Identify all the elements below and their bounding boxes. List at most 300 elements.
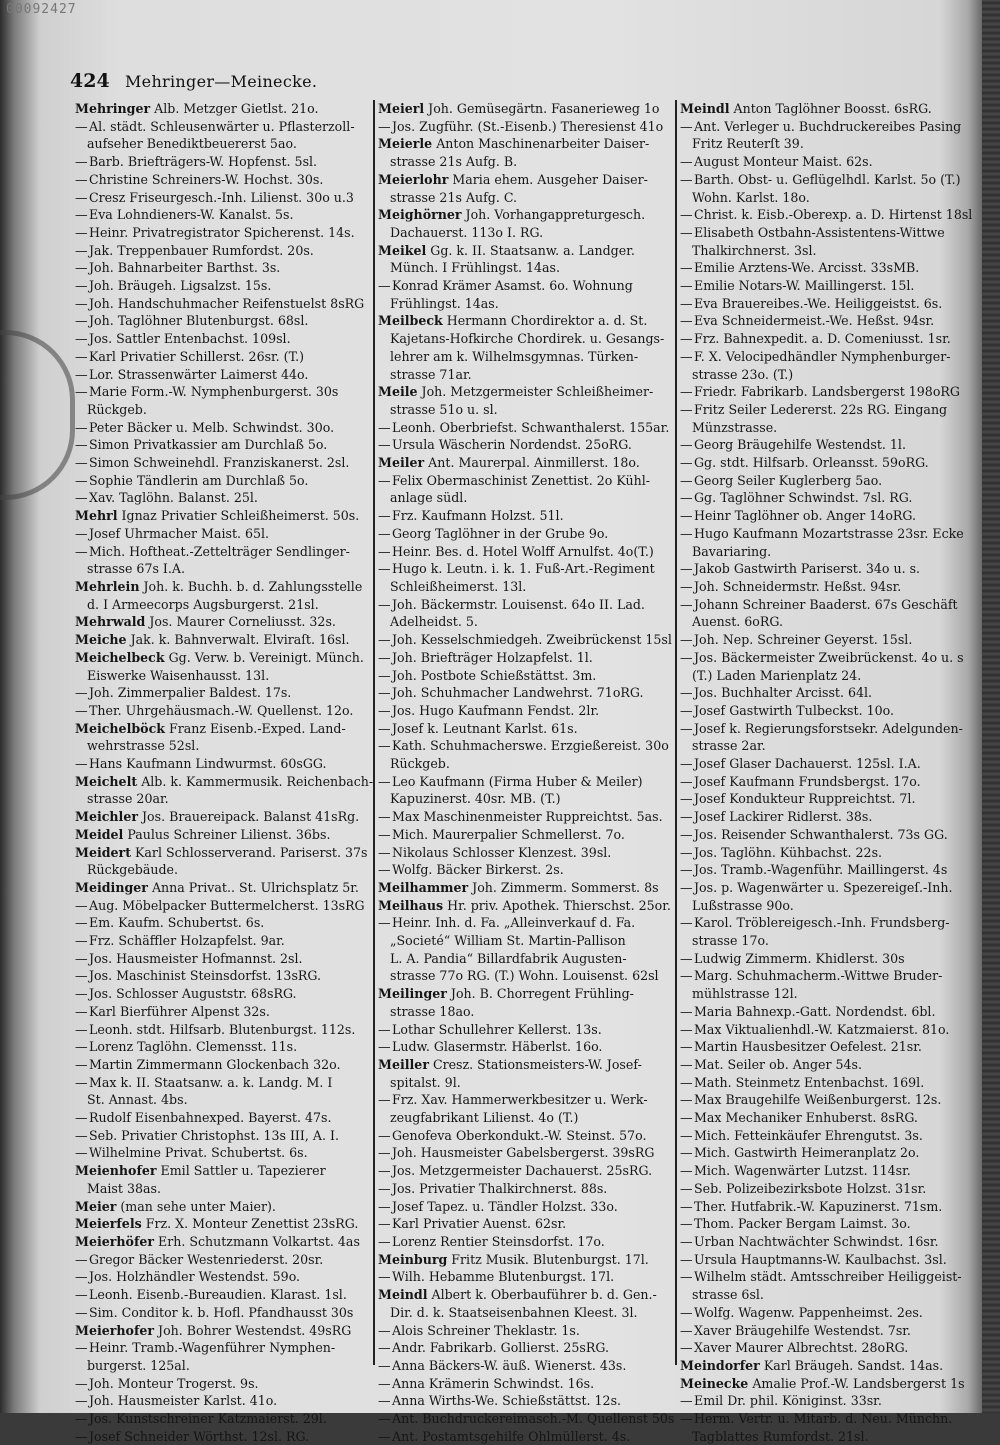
entry-text: Sim. Conditor k. b. Hofl. Pfandhausst 30s bbox=[89, 1304, 354, 1320]
surname-heading: Meiche bbox=[75, 632, 127, 648]
ditto-dash: — bbox=[680, 348, 693, 364]
entry-line bbox=[75, 720, 375, 738]
entry-line bbox=[378, 879, 674, 897]
sub-entry-line bbox=[378, 525, 674, 543]
entry-line bbox=[75, 631, 375, 649]
sub-entry-line bbox=[75, 1428, 375, 1445]
surname-heading: Meindorfer bbox=[680, 1357, 760, 1373]
ditto-dash: — bbox=[378, 419, 391, 435]
sub-entry-line bbox=[378, 277, 674, 295]
entry-text: Jos. Bäckermeister Zweibrückenst. 4o u. s bbox=[694, 649, 964, 665]
entry-text: Ignaz Privatier Schleißheimerst. 50s. bbox=[121, 508, 360, 524]
ditto-dash: — bbox=[680, 1198, 693, 1214]
sub-entry-line bbox=[378, 436, 674, 454]
sub-entry-line bbox=[680, 1056, 965, 1074]
sub-entry-line bbox=[75, 153, 375, 171]
sub-entry-line bbox=[680, 224, 965, 242]
sub-entry-line bbox=[75, 1251, 375, 1269]
entry-text: Kath. Schuhmacherswe. Erzgießereist. 30o bbox=[392, 738, 669, 754]
ditto-dash: — bbox=[75, 189, 88, 205]
surname-heading: Meienhofer bbox=[75, 1163, 157, 1179]
entry-text: Paulus Schreiner Lilienst. 36bs. bbox=[127, 826, 331, 842]
sub-entry-line bbox=[378, 1180, 674, 1198]
entry-text: Georg Seiler Kuglerberg 5ao. bbox=[694, 472, 883, 488]
ditto-dash: — bbox=[680, 685, 693, 701]
sub-entry-line bbox=[378, 667, 674, 685]
ditto-dash: — bbox=[75, 702, 88, 718]
ditto-dash: — bbox=[378, 1145, 391, 1161]
ditto-dash: — bbox=[378, 278, 391, 294]
entry-text: Em. Kaufm. Schubertst. 6s. bbox=[89, 915, 265, 931]
sub-entry-line bbox=[680, 950, 965, 968]
sub-entry-line bbox=[378, 808, 674, 826]
ditto-dash: — bbox=[75, 384, 88, 400]
entry-text: Friedr. Fabrikarb. Landsbergerst 198oRG bbox=[694, 384, 960, 400]
entry-text: Jos. p. Wagenwärter u. Spezereigeſ.-Inh. bbox=[694, 879, 953, 895]
entry-text: Josef Kaufmann Frundsbergst. 17o. bbox=[694, 773, 921, 789]
entry-line bbox=[378, 171, 674, 189]
entry-text: Jos. Privatier Thalkirchnerst. 88s. bbox=[392, 1180, 608, 1196]
sub-entry-line bbox=[75, 1410, 375, 1428]
entry-text: Karl Privatier Schillerst. 26sr. (T.) bbox=[89, 348, 305, 364]
sub-entry-line bbox=[75, 1038, 375, 1056]
continuation-line: Kajetans-Hofkirche Chordirek. u. Gesangs- bbox=[390, 331, 665, 347]
ditto-dash: — bbox=[680, 1216, 693, 1232]
entry-text: Emilie Arztens-We. Arcisst. 33sMB. bbox=[694, 260, 920, 276]
sub-entry-line bbox=[378, 631, 674, 649]
entry-text: Joh. Bohrer Westendst. 49sRG bbox=[158, 1322, 352, 1338]
ditto-dash: — bbox=[378, 649, 391, 665]
entry-text: Ant. Postamtsgehilfe Ohlmüllerst. 4s. bbox=[392, 1428, 631, 1444]
entry-text: Joh. Bräugeh. Ligsalzst. 15s. bbox=[89, 278, 272, 294]
sub-entry-line bbox=[75, 950, 375, 968]
entry-text: Andr. Fabrikarb. Gollierst. 25sRG. bbox=[392, 1340, 609, 1356]
continuation-line: strasse 6sl. bbox=[692, 1287, 764, 1303]
entry-text: Jos. Schlosser Auguststr. 68sRG. bbox=[89, 986, 297, 1002]
continuation-line: strasse 2ar. bbox=[692, 738, 766, 754]
sub-entry-line bbox=[378, 560, 674, 578]
entry-text: Aug. Möbelpacker Buttermelcherst. 13sRG bbox=[89, 897, 365, 913]
sub-entry-line bbox=[378, 1339, 674, 1357]
continuation-line: zeugfabrikant Lilienst. 4o (T.) bbox=[390, 1110, 579, 1126]
surname-heading: Meidert bbox=[75, 844, 132, 860]
ditto-dash: — bbox=[378, 667, 391, 683]
sub-entry-line bbox=[680, 1410, 965, 1428]
surname-heading: Meidinger bbox=[75, 879, 148, 895]
entry-text: Leo Kaufmann (Firma Huber & Meiler) bbox=[392, 773, 643, 789]
ditto-dash: — bbox=[75, 224, 88, 240]
ditto-dash: — bbox=[680, 295, 693, 311]
continuation-line: d. I Armeecorps Augsburgerst. 21sl. bbox=[87, 596, 319, 612]
entry-line bbox=[75, 100, 375, 118]
sub-entry-line bbox=[75, 1286, 375, 1304]
surname-heading: Meilhammer bbox=[378, 879, 469, 895]
sub-entry-line bbox=[378, 1268, 674, 1286]
ditto-dash: — bbox=[378, 596, 391, 612]
continuation-line: Schleißheimerst. 13l. bbox=[390, 578, 527, 594]
surname-heading: Mehrlein bbox=[75, 578, 140, 594]
entry-text: Josef Glaser Dachauerst. 125sl. I.A. bbox=[694, 756, 921, 772]
sub-entry-line bbox=[378, 1162, 674, 1180]
entry-line bbox=[75, 808, 375, 826]
sub-entry-line bbox=[378, 861, 674, 879]
entry-text: Mich. Fetteinkäufer Ehrengutst. 3s. bbox=[694, 1127, 923, 1143]
entry-text: Lothar Schullehrer Kellerst. 13s. bbox=[392, 1021, 602, 1037]
sub-entry-line bbox=[378, 1198, 674, 1216]
ditto-dash: — bbox=[680, 1127, 693, 1143]
entry-text: Johann Schreiner Baaderst. 67s Geschäft bbox=[694, 596, 958, 612]
entry-text: Josef Lackirer Ridlerst. 38s. bbox=[694, 809, 873, 825]
ditto-dash: — bbox=[75, 1375, 88, 1391]
sub-entry-line bbox=[75, 985, 375, 1003]
ditto-dash: — bbox=[680, 260, 693, 276]
ditto-dash: — bbox=[680, 791, 693, 807]
ditto-dash: — bbox=[680, 1110, 693, 1126]
entry-text: Max Viktualienhdl.-W. Katzmaierst. 81o. bbox=[694, 1021, 950, 1037]
entry-text: Felix Obermaschinist Zenettist. 2o Kühl- bbox=[392, 472, 650, 488]
ditto-dash: — bbox=[75, 366, 88, 382]
ditto-dash: — bbox=[75, 1393, 88, 1409]
entry-text: Josef Gastwirth Tulbeckst. 10o. bbox=[694, 702, 894, 718]
sub-entry-line bbox=[378, 1410, 674, 1428]
ditto-dash: — bbox=[378, 118, 391, 134]
sub-entry-line bbox=[680, 171, 965, 189]
ditto-dash: — bbox=[680, 632, 693, 648]
entry-text: Seb. Polizeibezirksbote Holzst. 31sr. bbox=[694, 1180, 927, 1196]
continuation-line: Adelheidst. 5. bbox=[390, 614, 478, 630]
ditto-dash: — bbox=[680, 1234, 693, 1249]
entry-line bbox=[75, 879, 375, 897]
entry-line bbox=[75, 1198, 375, 1216]
sub-entry-line bbox=[680, 702, 965, 720]
entry-text: Jos. Holzhändler Westendst. 59o. bbox=[89, 1269, 301, 1285]
sub-entry-line bbox=[75, 436, 375, 454]
sub-entry-line bbox=[378, 507, 674, 525]
entry-text: Mat. Seiler ob. Anger 54s. bbox=[694, 1056, 862, 1072]
ditto-dash: — bbox=[680, 1074, 693, 1090]
entry-text: Heinr. Inh. d. Fa. „Alleinverkauf d. Fa. bbox=[392, 915, 636, 931]
ditto-dash: — bbox=[378, 1163, 391, 1179]
entry-line bbox=[378, 454, 674, 472]
entry-text: Erh. Schutzmann Volkartst. 4as bbox=[158, 1234, 360, 1249]
continuation-line: anlage südl. bbox=[390, 490, 468, 506]
entry-text: Jos. Buchhalter Arcisst. 64l. bbox=[694, 685, 873, 701]
entry-text: Hermann Chordirektor a. d. St. bbox=[446, 313, 648, 329]
continuation-line: lehrer am k. Wilhelmsgymnas. Türken- bbox=[390, 348, 639, 364]
sub-entry-line bbox=[378, 737, 674, 755]
entry-text: Jos. Tramb.-Wagenführ. Maillingerst. 4s bbox=[694, 862, 948, 878]
entry-text: Max Mechaniker Enhuberst. 8sRG. bbox=[694, 1110, 918, 1126]
ditto-dash: — bbox=[680, 578, 693, 594]
sub-entry-line bbox=[378, 684, 674, 702]
sub-entry-line bbox=[378, 844, 674, 862]
entry-line bbox=[75, 578, 375, 596]
ditto-dash: — bbox=[75, 419, 88, 435]
sub-entry-line bbox=[680, 472, 965, 490]
sub-entry-line bbox=[75, 897, 375, 915]
entry-text: Simon Privatkassier am Durchlaß 5o. bbox=[89, 437, 328, 453]
ditto-dash: — bbox=[378, 1393, 391, 1409]
entry-text: Joh. k. Buchh. b. d. Zahlungsstelle bbox=[143, 578, 363, 594]
continuation-line: Wohn. Karlst. 18o. bbox=[692, 189, 810, 205]
ditto-dash: — bbox=[680, 118, 693, 134]
sub-entry-line bbox=[378, 1322, 674, 1340]
continuation-line: Maist 38as. bbox=[87, 1180, 161, 1196]
ditto-dash: — bbox=[378, 844, 391, 860]
entry-text: Amalie Prof.-W. Landsbergerst 1s bbox=[752, 1375, 965, 1391]
entry-text: Jos. Maschinist Steinsdorfst. 13sRG. bbox=[89, 968, 322, 984]
sub-entry-line bbox=[680, 1003, 965, 1021]
sub-entry-line bbox=[75, 454, 375, 472]
sub-entry-line bbox=[680, 1268, 965, 1286]
entry-text: Joh. Bahnarbeiter Barthst. 3s. bbox=[89, 260, 281, 276]
entry-text: Joh. Taglöhner Blutenburgst. 68sl. bbox=[89, 313, 309, 329]
sub-entry-line bbox=[75, 472, 375, 490]
entry-text: Maria Bahnexp.-Gatt. Nordendst. 6bl. bbox=[694, 1003, 936, 1019]
entry-text: Al. städt. Schleusenwärter u. Pflasterzoll- bbox=[89, 118, 355, 134]
entry-line bbox=[378, 206, 674, 224]
sub-entry-line bbox=[680, 1339, 965, 1357]
ditto-dash: — bbox=[378, 1340, 391, 1356]
ditto-dash: — bbox=[378, 1234, 391, 1249]
continuation-line: mühlstrasse 12l. bbox=[692, 986, 798, 1002]
entry-text: Seb. Privatier Christophst. 13s III, A. I. bbox=[89, 1127, 339, 1143]
sub-entry-line bbox=[75, 118, 375, 136]
ditto-dash: — bbox=[378, 525, 391, 541]
entry-text: Ther. Hutfabrik.-W. Kapuzinerst. 71sm. bbox=[694, 1198, 943, 1214]
ditto-dash: — bbox=[680, 1021, 693, 1037]
entry-text: Christine Schreiners-W. Hochst. 30s. bbox=[89, 171, 324, 187]
sub-entry-line bbox=[680, 1127, 965, 1145]
ditto-dash: — bbox=[75, 118, 88, 134]
ditto-dash: — bbox=[75, 1127, 88, 1143]
entry-text: Gg. stdt. Hilfsarb. Orleansst. 59oRG. bbox=[694, 455, 929, 471]
sub-entry-line bbox=[75, 684, 375, 702]
entry-text: Maria ehem. Ausgeher Daiser- bbox=[452, 171, 648, 187]
continuation-line: strasse 17o. bbox=[692, 933, 769, 949]
sub-entry-line bbox=[378, 596, 674, 614]
surname-heading: Mehrl bbox=[75, 508, 118, 524]
sub-entry-line bbox=[75, 1003, 375, 1021]
page-header bbox=[70, 70, 960, 94]
ditto-dash: — bbox=[75, 1110, 88, 1126]
entry-text: Ant. Verleger u. Buchdruckereibes Pasing bbox=[694, 118, 962, 134]
entry-line bbox=[378, 897, 674, 915]
sub-entry-line bbox=[75, 1392, 375, 1410]
ditto-dash: — bbox=[378, 1357, 391, 1373]
entry-text: Math. Steinmetz Entenbachst. 169l. bbox=[694, 1074, 925, 1090]
sub-entry-line bbox=[75, 967, 375, 985]
sub-entry-line bbox=[680, 436, 965, 454]
sub-entry-line bbox=[680, 525, 965, 543]
ditto-dash: — bbox=[75, 207, 88, 223]
ditto-dash: — bbox=[680, 313, 693, 329]
entry-text: Josef Schneider Wörthst. 12sl. RG. bbox=[89, 1428, 310, 1444]
ditto-dash: — bbox=[680, 1322, 693, 1338]
sub-entry-line bbox=[680, 454, 965, 472]
entry-text: Karl Bräugeh. Sandst. 14as. bbox=[763, 1357, 944, 1373]
ditto-dash: — bbox=[680, 490, 693, 506]
ditto-dash: — bbox=[75, 1428, 88, 1444]
surname-heading: Meiler bbox=[378, 455, 425, 471]
ditto-dash: — bbox=[378, 862, 391, 878]
entry-text: Hans Kaufmann Lindwurmst. 60sGG. bbox=[89, 756, 327, 772]
entry-text: Heinr. Bes. d. Hotel Wolff Arnulfst. 4o(T.) bbox=[392, 543, 654, 559]
entry-text: Heinr. Tramb.-Wagenführer Nymphen- bbox=[89, 1340, 336, 1356]
entry-text: Gregor Bäcker Westenriederst. 20sr. bbox=[89, 1251, 324, 1267]
continuation-line: strasse 67s I.A. bbox=[87, 561, 186, 577]
surname-heading: Meighörner bbox=[378, 207, 462, 223]
sub-entry-line bbox=[75, 489, 375, 507]
ditto-dash: — bbox=[680, 1269, 693, 1285]
entry-text: Joh. Bäckermstr. Louisenst. 64o II. Lad. bbox=[392, 596, 645, 612]
ditto-dash: — bbox=[680, 384, 693, 400]
running-head: Mehringer—Meinecke. bbox=[125, 72, 318, 91]
ditto-dash: — bbox=[75, 1145, 88, 1161]
ditto-dash: — bbox=[75, 455, 88, 471]
entry-text: Xav. Taglöhn. Balanst. 25l. bbox=[89, 490, 258, 506]
ditto-dash: — bbox=[680, 844, 693, 860]
entry-text: Joh. Monteur Trogerst. 9s. bbox=[89, 1375, 259, 1391]
ditto-dash: — bbox=[680, 207, 693, 223]
sub-entry-line bbox=[75, 242, 375, 260]
ditto-dash: — bbox=[680, 915, 693, 931]
entry-text: Ant. Maurerpal. Ainmillerst. 18o. bbox=[428, 455, 640, 471]
entry-line bbox=[378, 985, 674, 1003]
ditto-dash: — bbox=[680, 950, 693, 966]
sub-entry-line bbox=[680, 1392, 965, 1410]
sub-entry-line bbox=[378, 1091, 674, 1109]
sub-entry-line bbox=[75, 171, 375, 189]
ditto-dash: — bbox=[680, 401, 693, 417]
entry-text: Xaver Bräugehilfe Westendst. 7sr. bbox=[694, 1322, 911, 1338]
continuation-line: „Societé“ William St. Martin-Pallison bbox=[390, 933, 626, 949]
sub-entry-line bbox=[378, 826, 674, 844]
entry-text: Jos. Taglöhn. Kühbachst. 22s. bbox=[694, 844, 883, 860]
sub-entry-line bbox=[75, 755, 375, 773]
sub-entry-line bbox=[378, 543, 674, 561]
ditto-dash: — bbox=[680, 278, 693, 294]
sub-entry-line bbox=[680, 720, 965, 738]
ditto-dash: — bbox=[75, 154, 88, 170]
entry-text: Jos. Reisender Schwanthalerst. 73s GG. bbox=[694, 826, 948, 842]
surname-heading: Meierhofer bbox=[75, 1322, 155, 1338]
entry-text: Joh. Vorhangappreturgesch. bbox=[465, 207, 646, 223]
sub-entry-line bbox=[75, 1127, 375, 1145]
entry-text: Ant. Buchdruckereimasch.-M. Quellenst 50s bbox=[392, 1411, 675, 1427]
sub-entry-line bbox=[680, 277, 965, 295]
entry-line bbox=[75, 826, 375, 844]
sub-entry-line bbox=[75, 1375, 375, 1393]
entry-line bbox=[75, 507, 375, 525]
entry-line bbox=[378, 1286, 674, 1304]
entry-text: Herm. Vertr. u. Mitarb. d. Neu. Münchn. bbox=[694, 1411, 953, 1427]
column-rule bbox=[373, 100, 375, 1365]
entry-text: Thom. Packer Bergam Laimst. 3o. bbox=[694, 1216, 911, 1232]
continuation-line: Dachauerst. 113o I. RG. bbox=[390, 224, 544, 240]
surname-heading: Meichelböck bbox=[75, 720, 165, 736]
sub-entry-line bbox=[680, 773, 965, 791]
ditto-dash: — bbox=[75, 1287, 88, 1303]
continuation-line: spitalst. 9l. bbox=[390, 1074, 461, 1090]
ditto-dash: — bbox=[378, 632, 391, 648]
ditto-dash: — bbox=[378, 826, 391, 842]
sub-entry-line bbox=[378, 914, 674, 932]
sub-entry-line bbox=[75, 525, 375, 543]
continuation-line: L. A. Pandia“ Billardfabrik Augusten- bbox=[390, 950, 627, 966]
entry-text: Heinr. Privatregistrator Spicherenst. 14s. bbox=[89, 224, 355, 240]
entry-text: Joh. Nep. Schreiner Geyerst. 15sl. bbox=[694, 632, 913, 648]
sub-entry-line bbox=[75, 1304, 375, 1322]
ditto-dash: — bbox=[680, 862, 693, 878]
entry-text: Jos. Sattler Entenbachst. 109sl. bbox=[89, 331, 291, 347]
ditto-dash: — bbox=[378, 720, 391, 736]
sub-entry-line bbox=[680, 755, 965, 773]
entry-text: Wilhelm städt. Amtsschreiber Heiliggeist- bbox=[694, 1269, 962, 1285]
sub-entry-line bbox=[378, 1215, 674, 1233]
entry-text: Max Braugehilfe Weißenburgerst. 12s. bbox=[694, 1092, 942, 1108]
ditto-dash: — bbox=[378, 1021, 391, 1037]
continuation-line: Auenst. 6oRG. bbox=[692, 614, 783, 630]
ditto-dash: — bbox=[680, 649, 693, 665]
ditto-dash: — bbox=[378, 685, 391, 701]
entry-text: Gg. Taglöhner Schwindst. 7sl. RG. bbox=[694, 490, 913, 506]
ditto-dash: — bbox=[680, 756, 693, 772]
entry-text: Lorenz Taglöhn. Clemensst. 11s. bbox=[89, 1039, 298, 1055]
entry-text: Joh. Hausmeister Karlst. 41o. bbox=[89, 1393, 278, 1409]
sub-entry-line bbox=[378, 1357, 674, 1375]
column-3 bbox=[680, 100, 973, 1445]
ditto-dash: — bbox=[680, 525, 693, 541]
ditto-dash: — bbox=[75, 685, 88, 701]
sub-entry-line bbox=[75, 1144, 375, 1162]
entry-line bbox=[378, 100, 674, 118]
sub-entry-line bbox=[680, 649, 965, 667]
entry-text: Josef Kondukteur Ruppreichtst. 7l. bbox=[694, 791, 916, 807]
ditto-dash: — bbox=[378, 1428, 391, 1444]
ditto-dash: — bbox=[75, 1411, 88, 1427]
ditto-dash: — bbox=[680, 1145, 693, 1161]
surname-heading: Meichler bbox=[75, 809, 138, 825]
continuation-line: strasse 21s Aufg. C. bbox=[390, 189, 518, 205]
entry-text: Emil Dr. phil. Königinst. 33sr. bbox=[694, 1393, 882, 1409]
ditto-dash: — bbox=[378, 1269, 391, 1285]
entry-text: Jos. Hausmeister Hofmannst. 2sl. bbox=[89, 950, 303, 966]
entry-text: Alb. Metzger Gietlst. 21o. bbox=[154, 101, 319, 116]
sub-entry-line bbox=[75, 1074, 375, 1092]
entry-text: Emil Sattler u. Tapezierer bbox=[160, 1163, 326, 1179]
ditto-dash: — bbox=[75, 348, 88, 364]
ditto-dash: — bbox=[75, 313, 88, 329]
sub-entry-line bbox=[680, 259, 965, 277]
entry-text: Fritz Musik. Blutenburgst. 17l. bbox=[451, 1251, 649, 1267]
entry-text: Hugo Kaufmann Mozartstrasse 23sr. Ecke bbox=[694, 525, 964, 541]
entry-text: Josef Uhrmacher Maist. 65l. bbox=[89, 525, 270, 541]
ditto-dash: — bbox=[75, 331, 88, 347]
ditto-dash: — bbox=[680, 1304, 693, 1320]
entry-text: Joh. Gemüsegärtn. Fasanerieweg 1o bbox=[428, 101, 660, 116]
ditto-dash: — bbox=[378, 702, 391, 718]
entry-text: Barth. Obst- u. Geflügelhdl. Karlst. 5o (T.) bbox=[694, 171, 961, 187]
ditto-dash: — bbox=[75, 1251, 88, 1267]
surname-heading: Meier bbox=[75, 1198, 117, 1214]
entry-text: August Monteur Maist. 62s. bbox=[694, 154, 873, 170]
entry-text: Joh. Schuhmacher Landwehrst. 71oRG. bbox=[392, 685, 644, 701]
sub-entry-line bbox=[680, 401, 965, 419]
entry-line bbox=[378, 1251, 674, 1269]
entry-text: Lor. Strassenwärter Laimerst 44o. bbox=[89, 366, 309, 382]
entry-line bbox=[75, 844, 375, 862]
